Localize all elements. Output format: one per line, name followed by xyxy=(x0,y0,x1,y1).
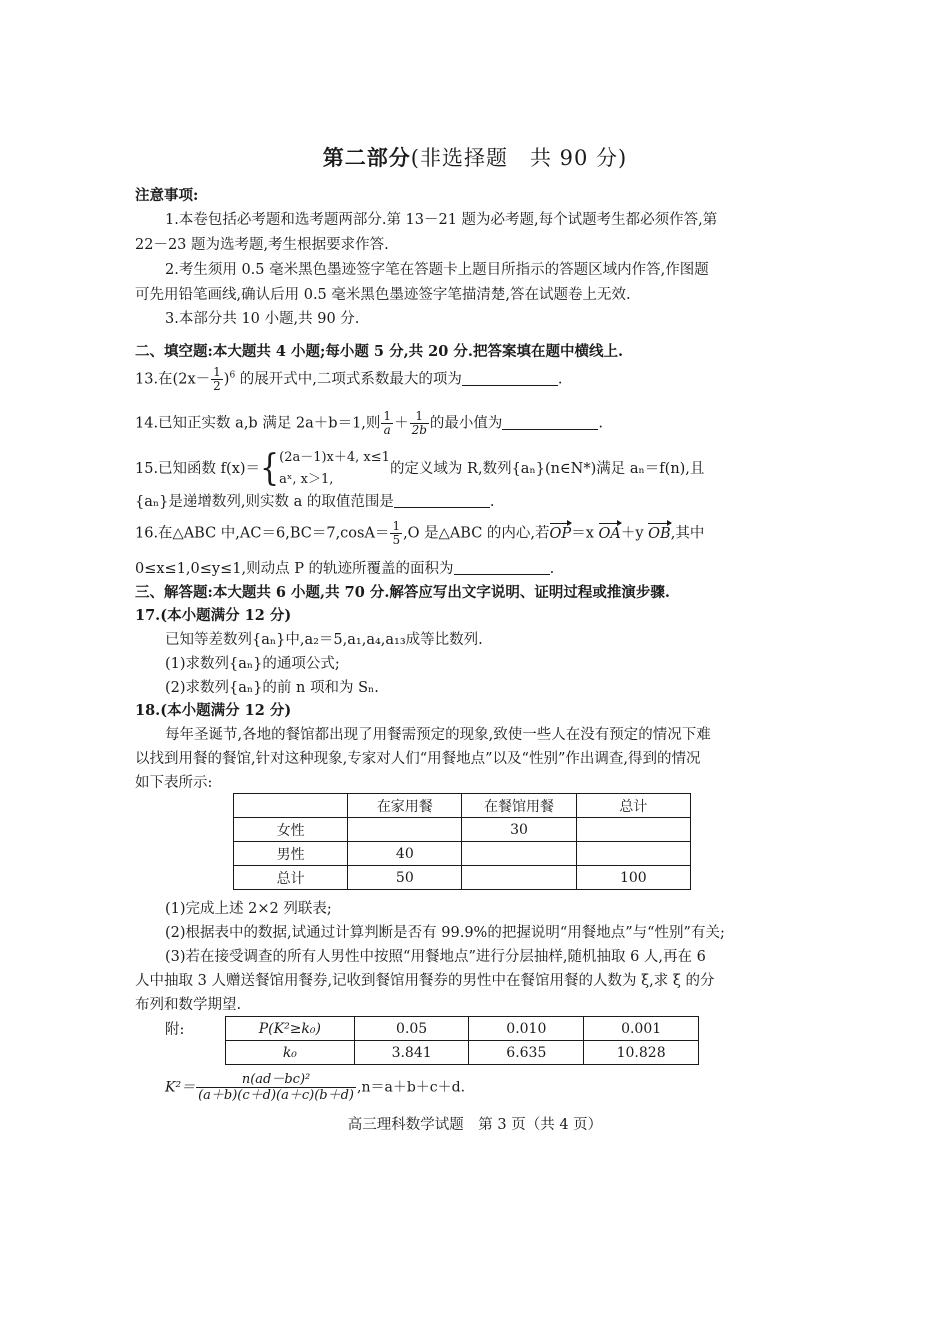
question-16: 16.在△ABC 中,AC＝6,BC＝7,cosA＝ $\frac{1}{5}$ ,O 是△ABC 的内心,若OP＝x OA＋y OB,其中 xyxy=(135,519,705,547)
question-18-part2: (2)根据表中的数据,试通过计算判断是否有 99.9%的把握说明“用餐地点”与“性别”有关; xyxy=(165,925,725,941)
question-18-para-1: 每年圣诞节,各地的餐馆都出现了用餐需预定的现象,致使一些人在没有预定的情况下难 xyxy=(165,727,711,743)
answer-blank xyxy=(454,560,550,575)
table-cell: k₀ xyxy=(226,1041,355,1065)
table-cell: 0.001 xyxy=(584,1017,699,1041)
question-18-part1: (1)完成上述 2×2 列联表; xyxy=(165,901,332,917)
question-17-part2: (2)求数列{aₙ}的前 n 项和为 Sₙ. xyxy=(165,680,379,696)
title-main: 第二部分 xyxy=(322,145,411,170)
table-cell: 0.010 xyxy=(469,1017,584,1041)
answer-blank xyxy=(462,371,558,386)
notice-item-1a: 1.本卷包括必考题和选考题两部分.第 13－21 题为必考题,每个试题考生都必须作答,第 xyxy=(165,212,718,228)
table-cell xyxy=(234,794,348,818)
notice-item-2a: 2.考生须用 0.5 毫米黑色墨迹签字笔在答题卡上题目所指示的答题区域内作答,作图题 xyxy=(165,262,709,278)
table-cell: 50 xyxy=(348,866,462,890)
table-row xyxy=(234,866,691,890)
question-18-part3a: (3)若在接受调查的所有人男性中按照“用餐地点”进行分层抽样,随机抽取 6 人,再在 6 xyxy=(165,949,706,965)
table-cell: 男性 xyxy=(234,842,348,866)
question-13: 13.在(2x－ $\frac{1}{2}$ )$^6$ 的展开式中,二项式系数最大的项为 . xyxy=(135,365,563,393)
table-cell: 总计 xyxy=(576,794,690,818)
table-cell: 总计 xyxy=(234,866,348,890)
table-header-row xyxy=(234,794,691,818)
section-solve: 三、解答题:本大题共 6 小题,共 70 分.解答应写出文字说明、证明过程或推演步骤. xyxy=(135,584,670,601)
table-row xyxy=(234,842,691,866)
table-cell xyxy=(462,866,576,890)
notice-item-3: 3.本部分共 10 小题,共 90 分. xyxy=(165,311,360,327)
question-14: 14.已知正实数 a,b 满足 2a＋b＝1,则 $\frac{1}{a}$ ＋ $\frac{1}{2b}$ 的最小值为 . xyxy=(135,409,603,437)
question-15-line2: {aₙ}是递增数列,则实数 a 的取值范围是 . xyxy=(135,494,495,510)
question-18-part3b: 人中抽取 3 人赠送餐馆用餐券,记收到餐馆用餐券的男性中在餐馆用餐的人数为 ξ,求 ξ 的分 xyxy=(135,973,715,989)
table-row xyxy=(226,1041,699,1065)
page-footer: 高三理科数学试题 第 3 页（共 4 页） xyxy=(347,1117,603,1133)
table-cell: P(K²≥k₀) xyxy=(226,1017,355,1041)
question-15: 15.已知函数 f(x)＝{ (2a－1)x＋4, x≤1 aˣ, x＞1, 的定义域为 R,数列{aₙ}(n∈N*)满足 aₙ＝f(n),且 xyxy=(135,447,705,490)
question-16-line2: 0≤x≤1,0≤y≤1,则动点 P 的轨迹所覆盖的面积为 . xyxy=(135,561,555,577)
answer-blank xyxy=(502,415,598,430)
question-18-head: 18.(本小题满分 12 分) xyxy=(135,702,292,719)
contingency-table xyxy=(233,793,691,890)
table-cell: 在家用餐 xyxy=(348,794,462,818)
table-cell xyxy=(576,818,690,842)
notice-item-1b: 22－23 题为选考题,考生根据要求作答. xyxy=(135,237,389,253)
probability-table xyxy=(225,1016,699,1065)
table-row xyxy=(234,818,691,842)
table-cell: 0.05 xyxy=(354,1017,469,1041)
table-cell xyxy=(462,842,576,866)
table-cell: 10.828 xyxy=(584,1041,699,1065)
k2-formula: K²＝ $\frac{\text{n(ad－bc)²}}{(a+b)(c+d)(a+c)(b+d)}$ ,n＝a＋b＋c＋d. xyxy=(165,1072,466,1103)
appendix-label: 附: xyxy=(165,1022,185,1038)
question-18-para-3: 如下表所示: xyxy=(135,775,213,791)
section-title xyxy=(0,142,950,172)
section-fill-in: 二、填空题:本大题共 4 小题;每小题 5 分,共 20 分.把答案填在题中横线上. xyxy=(135,343,623,360)
answer-blank xyxy=(394,493,490,508)
table-cell: 30 xyxy=(462,818,576,842)
title-paren: (非选择题 共 90 分) xyxy=(410,146,628,170)
table-row xyxy=(226,1017,699,1041)
question-18-para-2: 以找到用餐的餐馆,针对这种现象,专家对人们“用餐地点”以及“性别”作出调查,得到的情况 xyxy=(135,751,701,767)
question-17-part1: (1)求数列{aₙ}的通项公式; xyxy=(165,656,340,672)
table-cell: 在餐馆用餐 xyxy=(462,794,576,818)
notice-item-2b: 可先用铅笔画线,确认后用 0.5 毫米黑色墨迹签字笔描清楚,答在试题卷上无效. xyxy=(135,287,631,303)
table-cell: 女性 xyxy=(234,818,348,842)
notice-heading: 注意事项: xyxy=(135,187,199,204)
question-18-part3c: 布列和数学期望. xyxy=(135,997,242,1013)
table-cell: 100 xyxy=(576,866,690,890)
table-cell: 6.635 xyxy=(469,1041,584,1065)
question-17-text: 已知等差数列{aₙ}中,a₂＝5,a₁,a₄,a₁₃成等比数列. xyxy=(165,632,483,648)
table-cell: 3.841 xyxy=(354,1041,469,1065)
table-cell xyxy=(348,818,462,842)
question-17-head: 17.(本小题满分 12 分) xyxy=(135,607,292,624)
table-cell xyxy=(576,842,690,866)
table-cell: 40 xyxy=(348,842,462,866)
